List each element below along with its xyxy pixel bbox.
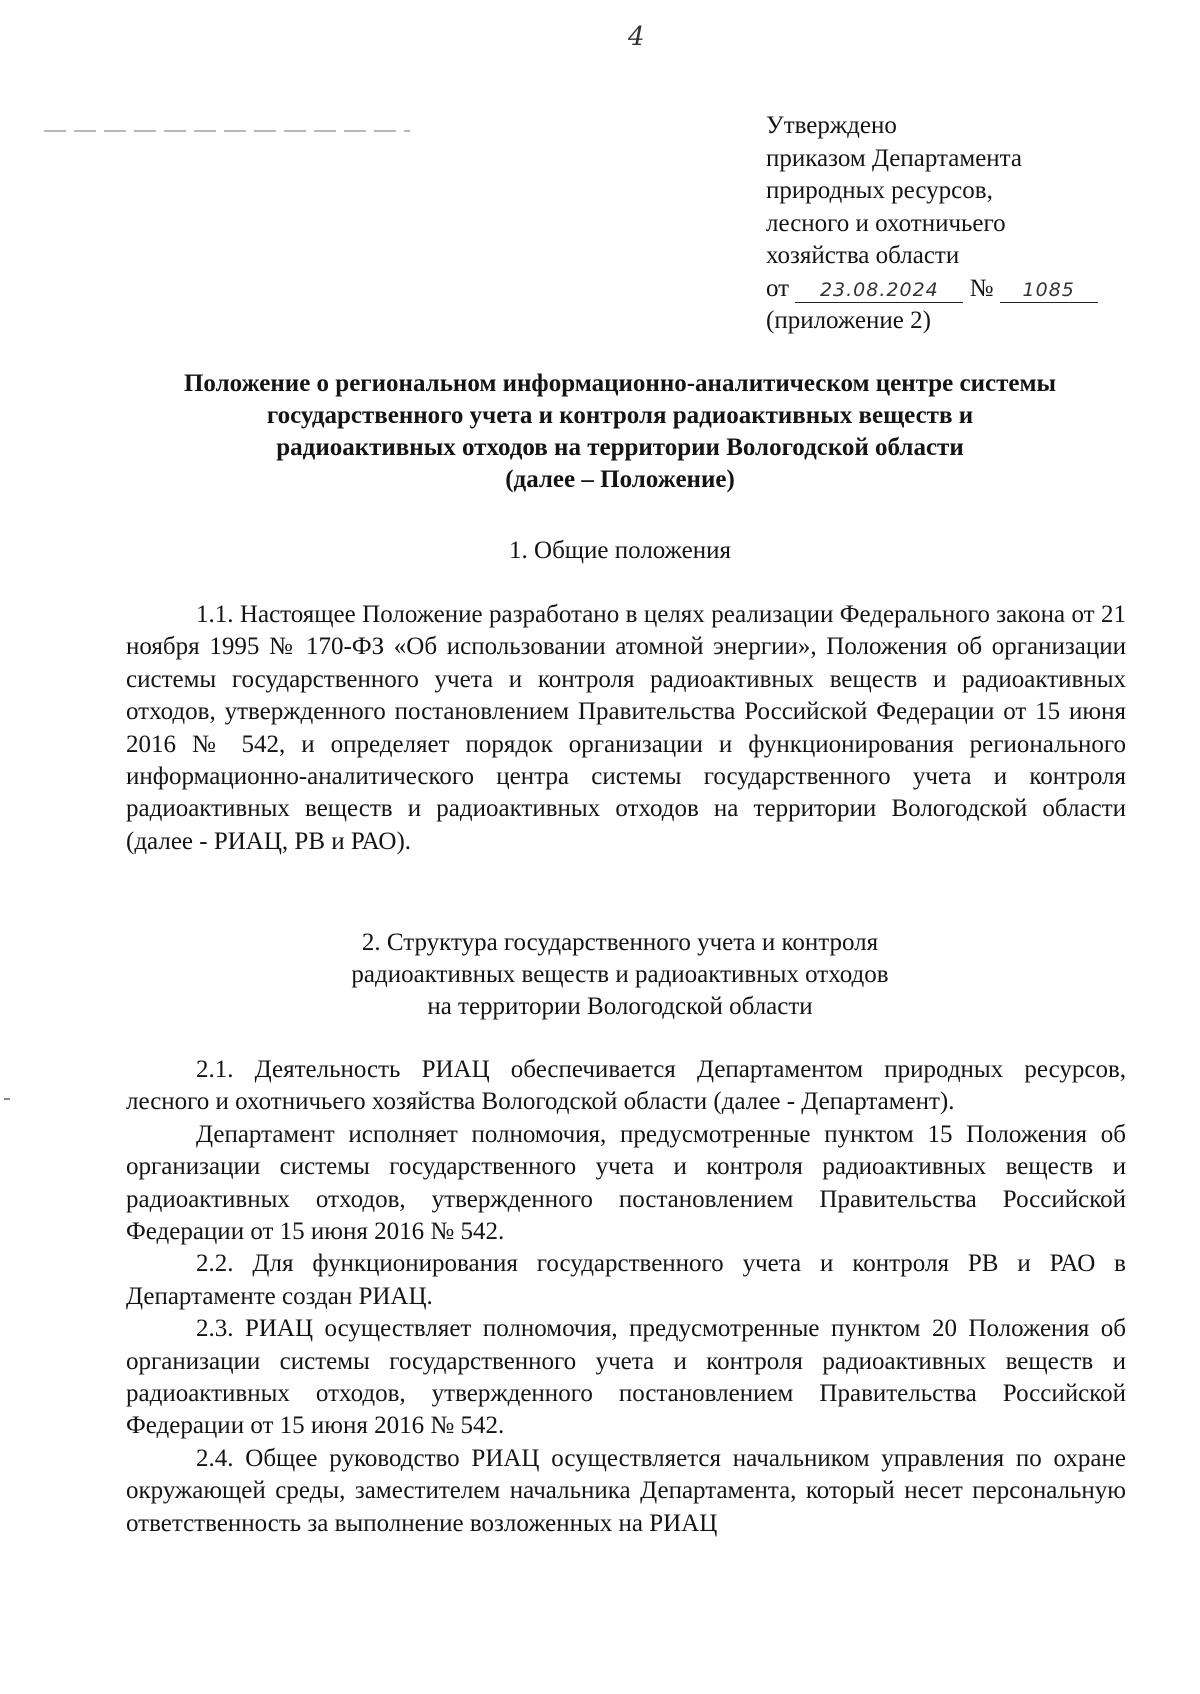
scan-dash-artifact: [44, 130, 410, 132]
handwritten-date: 23.08.2024: [795, 278, 963, 303]
section-2-heading: [100, 927, 1140, 1023]
paragraph-1-1: 1.1. Настоящее Положение разработано в целях реализации Федерального закона от 21 ноября 1995 № 170-ФЗ «Об использовании атомной энергии», Положения об организации системы государственного учета и контроля радиоактивных веществ и радиоактивных отходов, утвержденного постановлением Правительства Российской Федерации от 15 июня 2016 № 542, и определяет порядок организации и функционирования регионального информационно-аналитического центра системы государственного учета и контроля радиоактивных веществ и радиоактивных отходов на территории Вологодской области (далее - РИАЦ, РВ и РАО).: [126, 601, 1126, 855]
appendix-label: (приложение 2): [766, 307, 931, 334]
paragraph-2-3: 2.3. РИАЦ осуществляет полномочия, предусмотренные пунктом 20 Положения об организации системы государственного учета и контроля радиоактивных веществ и радиоактивных отходов, утвержденного постановлением Правительства Российской Федерации от 15 июня 2016 № 542.: [126, 1315, 1126, 1440]
title-line: Положение о региональном информационно-аналитическом центре системы: [183, 370, 1057, 397]
scan-margin-mark: [4, 1098, 10, 1100]
title-line: радиоактивных отходов на территории Вологодской области: [276, 434, 964, 461]
approval-block: [766, 110, 1098, 338]
paragraph-2-2: 2.2. Для функционирования государственного учета и контроля РВ и РАО в Департаменте создан РИАЦ.: [126, 1250, 1126, 1310]
heading-line: 1. Общие положения: [509, 537, 731, 564]
title-line: государственного учета и контроля радиоактивных веществ и: [266, 402, 974, 429]
paragraph-2-4: 2.4. Общее руководство РИАЦ осуществляется начальником управления по охране окружающей среды, заместителем начальника Департамента, который несет персональную ответственность за выполнение возложенных на РИАЦ: [126, 1444, 1126, 1537]
paragraph-2-1: 2.1. Деятельность РИАЦ обеспечивается Департаментом природных ресурсов, лесного и охотничьего хозяйства Вологодской области (далее - Департамент).: [126, 1056, 1126, 1116]
number-sign: №: [969, 274, 994, 302]
approval-line: лесного и охотничьего: [766, 209, 1006, 237]
heading-line: на территории Вологодской области: [427, 993, 813, 1020]
date-prefix: от: [766, 274, 790, 302]
heading-line: радиоактивных веществ и радиоактивных отходов: [351, 961, 889, 988]
document-title: [100, 368, 1140, 496]
approval-date-line: [766, 273, 1098, 306]
section-1-body: [126, 599, 1126, 858]
handwritten-number: 1085: [1000, 278, 1098, 303]
section-2-body: [126, 1054, 1126, 1540]
title-line: (далее – Положение): [505, 466, 735, 493]
approval-line: природных ресурсов,: [766, 177, 993, 204]
approval-line: хозяйства области: [766, 242, 960, 269]
heading-line: 2. Структура государственного учета и контроля: [361, 929, 879, 956]
page-number: 4: [628, 22, 645, 52]
section-1-heading: [100, 535, 1140, 567]
approval-line: Утверждено: [766, 112, 897, 139]
paragraph-2-1-cont: Департамент исполняет полномочия, предусмотренные пунктом 15 Положения об организации системы государственного учета и контроля радиоактивных веществ и радиоактивных отходов, утвержденного постановлением Правительства Российской Федерации от 15 июня 2016 № 542.: [126, 1120, 1126, 1246]
approval-line: приказом Департамента: [766, 144, 1022, 172]
